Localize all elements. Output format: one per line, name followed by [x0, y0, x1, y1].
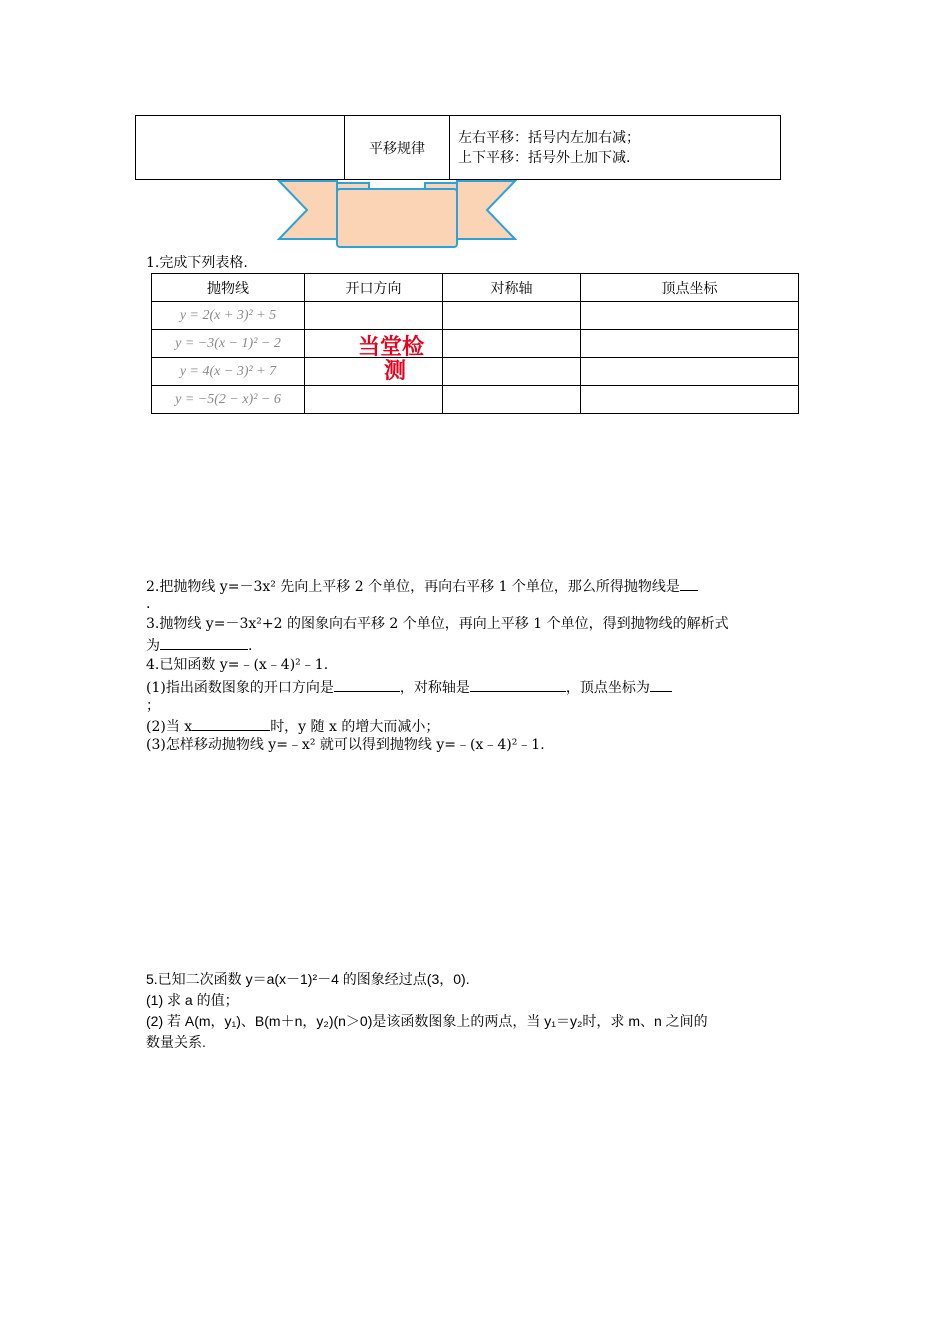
answer-cell[interactable]: [581, 302, 799, 330]
q4-part1: [146, 677, 672, 697]
q3-answer-blank[interactable]: [160, 635, 248, 650]
q2-tail: .: [146, 596, 151, 612]
q5-part2-cont: 数量关系.: [146, 1034, 206, 1050]
q2-answer-blank[interactable]: [680, 576, 698, 591]
q4-p1-a: (1)指出函数图象的开口方向是: [146, 680, 334, 696]
q4-p1-end: ；: [146, 698, 160, 714]
header-opening: 开口方向: [305, 274, 443, 302]
top-table-empty-cell: [136, 116, 345, 180]
section-banner-icon: [277, 179, 517, 251]
q4-p1-c: ，顶点坐标为: [565, 680, 650, 696]
q4-p2-b: 时，y 随 x 的增大而减小；: [270, 719, 440, 735]
stamp-title: [358, 336, 424, 384]
header-parabola: 抛物线: [152, 274, 305, 302]
q4-vertex-blank[interactable]: [650, 677, 672, 692]
q4-x-blank[interactable]: [192, 716, 270, 731]
q4-opening-blank[interactable]: [334, 677, 400, 692]
q2-text: 2.把抛物线 y=－3x² 先向上平移 2 个单位，再向右平移 1 个单位，那么所得抛物线是: [146, 579, 680, 595]
translation-rule-label: 平移规律: [345, 116, 450, 180]
answer-cell[interactable]: [305, 302, 443, 330]
q5-part2: (2) 若 A(m，y₁)、B(m＋n，y₂)(n＞0)是该函数图象上的两点，当 y₁＝y₂时，求 m、n 之间的: [146, 1013, 708, 1029]
q1-table: [151, 273, 799, 414]
rule-line-vertical: 上下平移：括号外上加下减.: [458, 149, 631, 166]
q4-part2: [146, 716, 439, 736]
q5-intro: 5.已知二次函数 y＝a(x－1)²－4 的图象经过点(3，0).: [146, 971, 470, 987]
rule-line-horizontal: 左右平移：括号内左加右减；: [458, 129, 640, 146]
q5-part1: (1) 求 a 的值；: [146, 992, 239, 1008]
stamp-line2: 测: [384, 359, 407, 384]
formula-cell: y = 2(x + 3)² + 5: [152, 302, 305, 330]
stamp-line1: 当堂检: [358, 335, 425, 360]
q4-part3: (3)怎样移动抛物线 y=﹣x² 就可以得到抛物线 y=﹣(x﹣4)²﹣1.: [146, 737, 545, 753]
q3-line2: [146, 635, 252, 655]
translation-rule-content: [450, 116, 781, 180]
answer-cell[interactable]: [581, 358, 799, 386]
header-vertex: 顶点坐标: [581, 274, 799, 302]
answer-cell[interactable]: [443, 386, 581, 414]
formula-cell: y = −5(2 − x)² − 6: [152, 386, 305, 414]
banner-center: [337, 189, 457, 247]
header-axis: 对称轴: [443, 274, 581, 302]
formula-cell: y = 4(x − 3)² + 7: [152, 358, 305, 386]
banner-right-tail: [457, 181, 515, 239]
answer-cell[interactable]: [581, 386, 799, 414]
q3-end: .: [248, 638, 253, 654]
answer-cell[interactable]: [581, 330, 799, 358]
answer-cell[interactable]: [443, 302, 581, 330]
banner-left-tail: [279, 181, 337, 239]
q4-axis-blank[interactable]: [470, 677, 566, 692]
q4-intro: 4.已知函数 y=﹣(x﹣4)²﹣1.: [146, 657, 329, 673]
q2-line: [146, 576, 698, 596]
answer-cell[interactable]: [305, 386, 443, 414]
answer-cell[interactable]: [443, 330, 581, 358]
q4-p2-a: (2)当 x: [146, 719, 193, 735]
q3-line: 3.抛物线 y=－3x²+2 的图象向右平移 2 个单位，再向上平移 1 个单位，得到抛物线的解析式: [146, 616, 729, 632]
answer-cell[interactable]: [443, 358, 581, 386]
q1-prompt: 1.完成下列表格.: [146, 255, 248, 271]
q3-prefix: 为: [146, 638, 160, 654]
q4-p1-b: ，对称轴是: [399, 680, 470, 696]
formula-cell: y = −3(x − 1)² − 2: [152, 330, 305, 358]
top-rule-table: [135, 115, 781, 180]
